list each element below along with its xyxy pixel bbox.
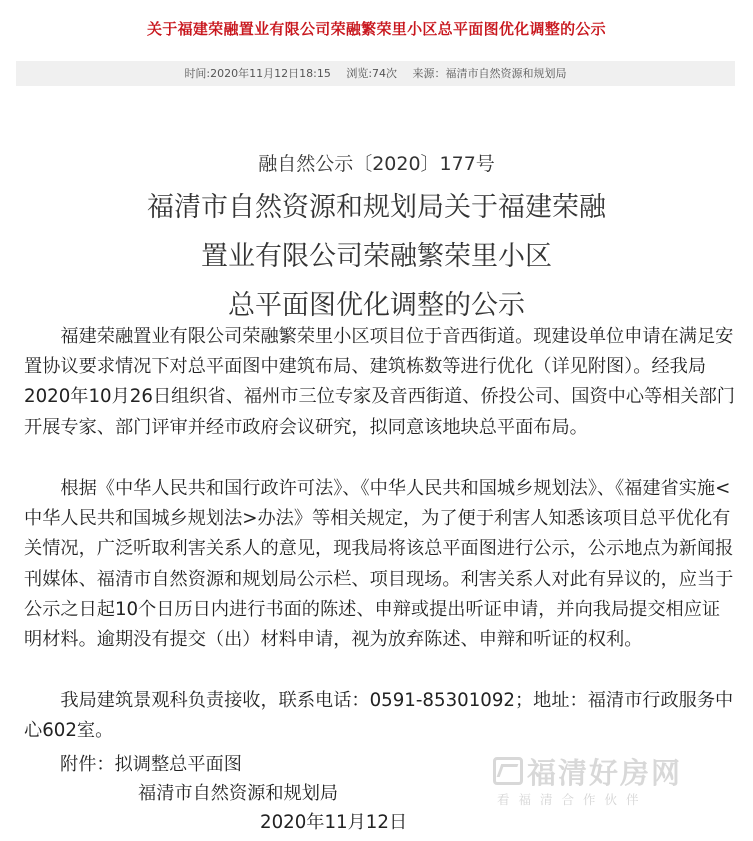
document-title-line-3: 总平面图优化调整的公示 (228, 290, 525, 321)
signature-organization: 福清市自然资源和规划局 (138, 783, 339, 804)
signature-date: 2020年11月12日 (260, 812, 408, 833)
publish-time: 时间:2020年11月12日18:15 (184, 67, 331, 80)
body-paragraph-1 (24, 322, 738, 443)
watermark-subtext: 看福清合作伙伴 (497, 792, 648, 807)
article-source: 来源：福清市自然资源和规划局 (412, 67, 567, 80)
article-meta-bar (16, 61, 735, 86)
attachment-note: 附件：拟调整总平面图 (60, 754, 242, 775)
document-title-line-1: 福清市自然资源和规划局关于福建荣融 (147, 192, 606, 223)
paragraph-text: 福建荣融置业有限公司荣融繁荣里小区项目位于音西街道。现建设单位申请在满足安置协议要求情况下对总平面图中建筑布局、建筑栋数等进行优化（详见附图）。经我局2020年10月26日组织省、福州市三位专家及音西街道、侨投公司、国资中心等相关部门开展专家、部门评审并经市政府会议研究，拟同意该地块总平面布局。 (24, 326, 735, 438)
article-headline: 关于福建荣融置业有限公司荣融繁荣里小区总平面图优化调整的公示 (146, 20, 606, 38)
watermark-logo (493, 751, 682, 792)
view-count: 浏览:74次 (346, 67, 398, 80)
document-number: 融自然公示〔2020〕177号 (258, 153, 495, 175)
body-paragraph-2 (24, 474, 738, 655)
house-logo-icon (493, 757, 523, 785)
watermark-text: 福清好房网 (527, 756, 683, 790)
body-paragraph-3 (24, 686, 738, 746)
paragraph-text: 根据《中华人民共和国行政许可法》、《中华人民共和国城乡规划法》、《福建省实施<中华人民共和国城乡规划法>办法》等相关规定，为了便于利害人知悉该项目总平优化有关情况，广泛听取利害关系人的意见，现我局将该总平面图进行公示，公示地点为新闻报刊媒体、福清市自然资源和规划局公示栏、项目现场。利害关系人对此有异议的，应当于公示之日起10个日历日内进行书面的陈述、申辩或提出听证申请，并向我局提交相应证明材料。逾期没有提交（出）材料申请，视为放弃陈述、申辩和听证的权利。 (24, 478, 734, 651)
document-title-line-2: 置业有限公司荣融繁荣里小区 (201, 241, 552, 272)
paragraph-text: 我局建筑景观科负责接收，联系电话：0591-85301092；地址：福清市行政服务中心602室。 (24, 690, 734, 742)
